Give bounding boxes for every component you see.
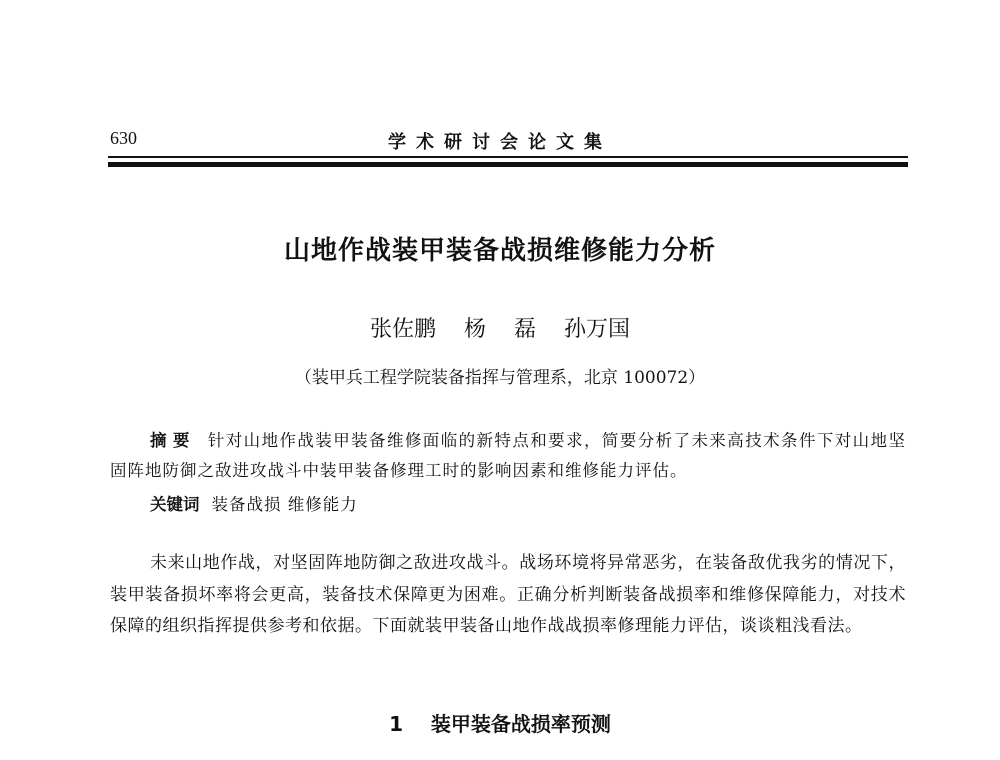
- keywords-text: 装备战损 维修能力: [211, 495, 358, 514]
- body-paragraph: 未来山地作战，对坚固阵地防御之敌进攻战斗。战场环境将异常恶劣，在装备敌优我劣的情况下，装甲装备损坏率将会更高，装备技术保障更为困难。正确分析判断装备战损率和维修保障能力，对技术保障的组织指挥提供参考和依据。下面就装甲装备山地作战战损率修理能力评估，谈谈粗浅看法。: [110, 553, 906, 636]
- article-authors: 张佐鹏 杨 磊 孙万国: [370, 317, 630, 342]
- article-affiliation: （装甲兵工程学院装备指挥与管理系，北京 100072）: [294, 368, 706, 388]
- abstract-label: 摘要: [150, 431, 196, 450]
- abstract: [110, 426, 906, 486]
- section-heading: 1 装甲装备战损率预测: [389, 712, 611, 736]
- article-title: 山地作战装甲装备战损维修能力分析: [283, 236, 716, 266]
- keywords-label: 关键词: [150, 495, 200, 514]
- header-rule-thick: [108, 162, 908, 167]
- abstract-text: 针对山地作战装甲装备维修面临的新特点和要求，简要分析了未来高技术条件下对山地坚固阵地防御之敌进攻战斗中装甲装备修理工时的影响因素和维修能力评估。: [110, 431, 907, 480]
- keywords: [150, 490, 358, 520]
- page-number: 630: [110, 128, 137, 148]
- header-rule-thin: [108, 156, 908, 158]
- running-title: 学术研讨会论文集: [388, 132, 612, 153]
